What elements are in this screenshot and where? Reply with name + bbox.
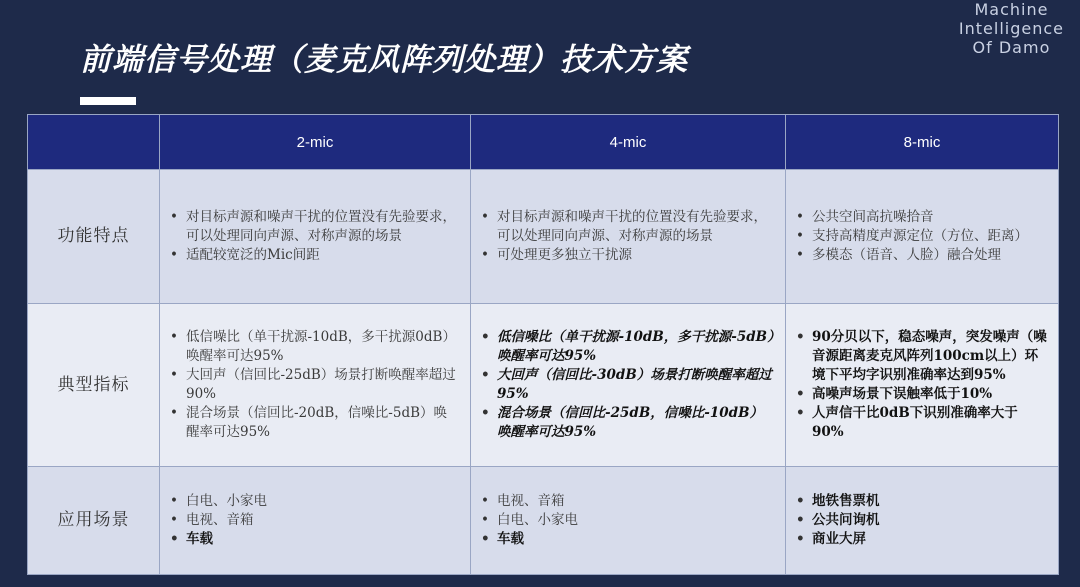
brand-line-1: Machine (974, 0, 1049, 19)
row-label-scenarios: 应用场景 (28, 467, 160, 575)
table-row-metrics (28, 304, 1059, 467)
list-item: • 电视、音箱 (168, 511, 460, 530)
list-item: • 白电、小家电 (168, 492, 460, 511)
list-item: • 大回声（信回比-30dB）场景打断唤醒率超过95% (479, 366, 775, 404)
list-item: • 公共空间高抗噪拾音 (794, 208, 1048, 227)
cell-scenarios-8mic (786, 467, 1059, 575)
list-item: • 可处理更多独立干扰源 (479, 246, 775, 265)
cell-features-4mic (471, 170, 786, 304)
list-item: • 混合场景（信回比-25dB，信噪比-10dB）唤醒率可达95% (479, 404, 775, 442)
brand-line-2: Intelligence (958, 19, 1064, 38)
list-item: • 公共问询机 (794, 511, 1048, 530)
header-cell-8mic: 8-mic (786, 115, 1059, 170)
comparison-table (27, 114, 1059, 575)
cell-scenarios-2mic (160, 467, 471, 575)
header-cell-empty (28, 115, 160, 170)
list-item: • 90分贝以下，稳态噪声，突发噪声（噪音源距离麦克风阵列100cm以上）环境下平均字识别准确率达到95% (794, 328, 1048, 385)
cell-scenarios-4mic (471, 467, 786, 575)
slide-title: 前端信号处理（麦克风阵列处理）技术方案 (80, 42, 688, 78)
row-label-features: 功能特点 (28, 170, 160, 304)
list-item: • 地铁售票机 (794, 492, 1048, 511)
row-label-metrics: 典型指标 (28, 304, 160, 467)
list-item: • 对目标声源和噪声干扰的位置没有先验要求，可以处理同向声源、对称声源的场景 (168, 208, 460, 246)
list-item: • 车载 (168, 530, 460, 549)
list-item: • 支持高精度声源定位（方位、距离） (794, 227, 1048, 246)
list-item: • 人声信干比0dB下识别准确率大于90% (794, 404, 1048, 442)
table-row-features (28, 170, 1059, 304)
list-item: • 商业大屏 (794, 530, 1048, 549)
brand-logo-text (959, 0, 1064, 57)
list-item: • 多模态（语音、人脸）融合处理 (794, 246, 1048, 265)
cell-features-8mic (786, 170, 1059, 304)
list-item: • 车载 (479, 530, 775, 549)
list-item: • 电视、音箱 (479, 492, 775, 511)
cell-metrics-8mic (786, 304, 1059, 467)
cell-metrics-4mic (471, 304, 786, 467)
header-cell-2mic: 2-mic (160, 115, 471, 170)
list-item: • 低信噪比（单干扰源-10dB，多干扰源0dB）唤醒率可达95% (168, 328, 460, 366)
title-underline (80, 97, 136, 105)
table-header-row (28, 115, 1059, 170)
list-item: • 低信噪比（单干扰源-10dB，多干扰源-5dB）唤醒率可达95% (479, 328, 775, 366)
list-item: • 对目标声源和噪声干扰的位置没有先验要求，可以处理同向声源、对称声源的场景 (479, 208, 775, 246)
list-item: • 高噪声场景下误触率低于10% (794, 385, 1048, 404)
list-item: • 混合场景（信回比-20dB，信噪比-5dB）唤醒率可达95% (168, 404, 460, 442)
list-item: • 白电、小家电 (479, 511, 775, 530)
cell-metrics-2mic (160, 304, 471, 467)
list-item: • 适配较宽泛的Mic间距 (168, 246, 460, 265)
list-item: • 大回声（信回比-25dB）场景打断唤醒率超过90% (168, 366, 460, 404)
header-cell-4mic: 4-mic (471, 115, 786, 170)
cell-features-2mic (160, 170, 471, 304)
brand-line-3: Of Damo (972, 38, 1051, 57)
table-row-scenarios (28, 467, 1059, 575)
